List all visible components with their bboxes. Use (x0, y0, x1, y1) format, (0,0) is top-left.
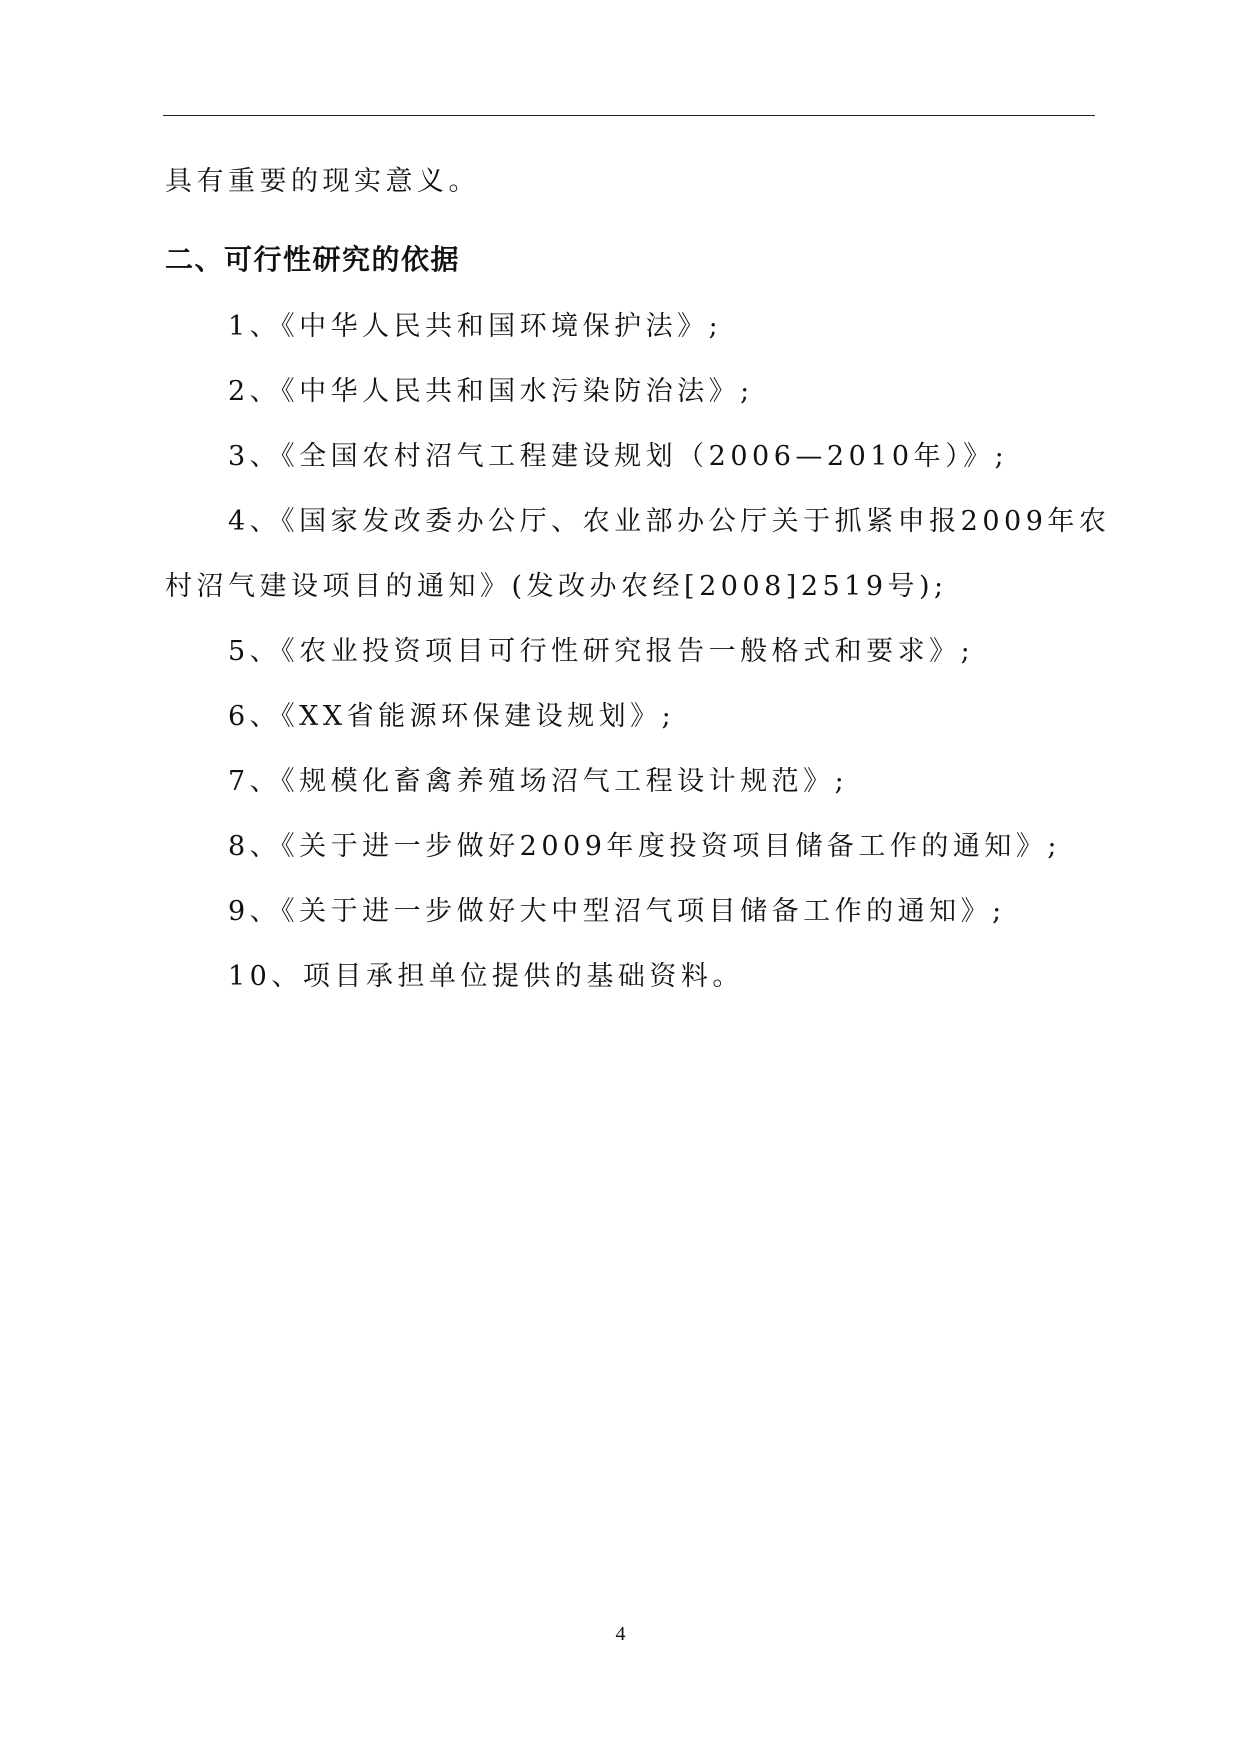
reference-item-5: 5、《农业投资项目可行性研究报告一般格式和要求》; (228, 636, 975, 667)
reference-item-4-continuation: 村沼气建设项目的通知》(发改办农经[2008]2519号); (165, 571, 948, 602)
reference-item-8: 8、《关于进一步做好2009年度投资项目储备工作的通知》; (228, 831, 1061, 862)
reference-item-10: 10、项目承担单位提供的基础资料。 (228, 961, 744, 992)
reference-item-2: 2、《中华人民共和国水污染防治法》; (228, 376, 754, 407)
reference-item-4: 4、《国家发改委办公厅、农业部办公厅关于抓紧申报2009年农 (228, 506, 1111, 537)
reference-item-7: 7、《规模化畜禽养殖场沼气工程设计规范》; (228, 766, 849, 797)
page-number: 4 (615, 1623, 626, 1645)
reference-item-6: 6、《XX省能源环保建设规划》; (228, 701, 676, 732)
continuation-text: 具有重要的现实意义。 (165, 166, 480, 197)
section-heading: 二、可行性研究的依据 (165, 243, 461, 276)
reference-item-9: 9、《关于进一步做好大中型沼气项目储备工作的通知》; (228, 896, 1006, 927)
reference-item-3: 3、《全国农村沼气工程建设规划（2006—2010年）》; (228, 441, 1009, 472)
reference-item-1: 1、《中华人民共和国环境保护法》; (228, 311, 723, 342)
header-rule (163, 115, 1095, 116)
